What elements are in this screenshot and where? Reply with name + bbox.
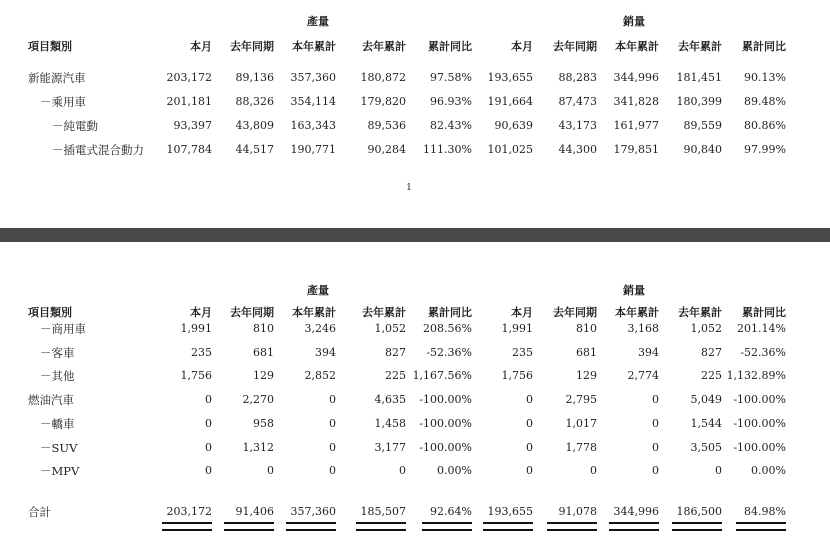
column-header: 去年同期	[553, 306, 597, 319]
table-cell: 180,872	[360, 71, 406, 84]
double-underline	[422, 522, 472, 531]
double-underline	[224, 522, 274, 531]
table-cell: -100.00%	[419, 440, 472, 454]
table-cell: 0	[526, 416, 533, 430]
table-cell: 235	[191, 345, 212, 359]
table-cell: -100.00%	[733, 440, 786, 454]
column-header: 累計同比	[428, 40, 472, 53]
total-cell: 91,406	[235, 505, 274, 518]
total-cell: 186,500	[676, 505, 722, 518]
table-cell: 3,505	[690, 440, 722, 454]
double-underline	[162, 522, 212, 531]
table-cell: 97.99%	[744, 143, 786, 156]
table-cell: 193,655	[487, 71, 533, 84]
table-cell: 191,664	[487, 95, 533, 108]
double-underline	[547, 522, 597, 531]
table-cell: 89,559	[683, 119, 722, 132]
page-divider	[0, 228, 830, 242]
table-cell: 88,283	[558, 71, 597, 84]
table-cell: 1,458	[374, 416, 406, 430]
table-cell: 2,774	[627, 369, 659, 383]
table-cell: 43,173	[558, 119, 597, 132]
table-cell: 4,635	[374, 393, 406, 407]
table-cell: 681	[576, 345, 597, 359]
table-cell: 1,167.56%	[412, 369, 472, 383]
table-cell: 0.00%	[751, 464, 786, 478]
table-cell: 90,284	[367, 143, 406, 156]
row-label: －插電式混合動力	[52, 143, 144, 157]
double-underline	[736, 522, 786, 531]
statement-page-1	[0, 0, 830, 228]
table-cell: 180,399	[676, 95, 722, 108]
table-cell: 80.86%	[744, 119, 786, 132]
table-cell: 90.13%	[744, 71, 786, 84]
table-cell: 0	[526, 464, 533, 478]
table-cell: 1,756	[501, 369, 533, 383]
column-header: 去年累計	[678, 306, 722, 319]
column-header: 去年累計	[362, 40, 406, 53]
row-label: －SUV	[40, 440, 78, 455]
table-cell: 96.93%	[430, 95, 472, 108]
table-cell: 3,246	[304, 322, 336, 335]
table-cell: 2,795	[565, 393, 597, 407]
table-cell: 3,177	[374, 440, 406, 454]
double-underline	[356, 522, 406, 531]
page-number: 1	[406, 183, 412, 193]
table-cell: 1,991	[501, 322, 533, 335]
table-cell: 2,852	[304, 369, 336, 383]
column-header: 累計同比	[742, 40, 786, 53]
table-cell: 90,840	[683, 143, 722, 156]
table-cell: 1,052	[690, 322, 722, 335]
table-cell: 0	[205, 440, 212, 454]
row-label: －純電動	[52, 119, 98, 133]
row-label: －其他	[40, 369, 75, 384]
table-cell: 89,536	[367, 119, 406, 132]
column-header: 本年累計	[292, 306, 336, 319]
table-cell: 89,136	[235, 71, 274, 84]
column-header: 累計同比	[428, 306, 472, 319]
table-cell: 394	[315, 345, 336, 359]
column-header: 本月	[190, 306, 212, 319]
sales-group-header: 銷量	[623, 284, 645, 297]
double-underline	[286, 522, 336, 531]
table-cell: 190,771	[290, 143, 336, 156]
table-cell: 44,300	[558, 143, 597, 156]
production-group-header: 產量	[307, 15, 329, 28]
table-cell: 0	[715, 464, 722, 478]
total-cell: 357,360	[290, 505, 336, 518]
table-cell: 0	[590, 464, 597, 478]
table-cell: 129	[253, 369, 274, 383]
row-label: －客車	[40, 345, 75, 360]
table-cell: 394	[638, 345, 659, 359]
category-header: 項目類別	[28, 306, 72, 319]
table-cell: 2,270	[242, 393, 274, 407]
table-cell: -100.00%	[733, 393, 786, 407]
table-cell: 0	[205, 464, 212, 478]
table-cell: 111.30%	[423, 143, 472, 156]
table-cell: 0	[329, 440, 336, 454]
table-cell: 0	[652, 440, 659, 454]
table-cell: 1,052	[374, 322, 406, 335]
column-header: 去年同期	[553, 40, 597, 53]
table-cell: 1,991	[180, 322, 212, 335]
table-cell: 810	[576, 322, 597, 335]
row-label: －商用車	[40, 322, 86, 336]
table-cell: 827	[701, 345, 722, 359]
column-header: 去年同期	[230, 40, 274, 53]
row-label: 新能源汽車	[28, 71, 86, 85]
table-cell: -100.00%	[419, 393, 472, 407]
table-cell: 958	[253, 416, 274, 430]
table-cell: 1,017	[565, 416, 597, 430]
table-cell: 44,517	[235, 143, 274, 156]
table-cell: 1,312	[242, 440, 274, 454]
table-cell: 208.56%	[423, 322, 472, 335]
table-cell: 1,778	[565, 440, 597, 454]
column-header: 本月	[190, 40, 212, 53]
production-group-header: 產量	[307, 284, 329, 297]
column-header: 本月	[511, 306, 533, 319]
table-cell: 89.48%	[744, 95, 786, 108]
table-cell: 82.43%	[430, 119, 472, 132]
table-cell: -100.00%	[419, 416, 472, 430]
table-cell: 3,168	[627, 322, 659, 335]
table-cell: 0	[652, 416, 659, 430]
table-cell: 0	[399, 464, 406, 478]
double-underline	[609, 522, 659, 531]
table-cell: 163,343	[290, 119, 336, 132]
table-cell: 225	[701, 369, 722, 383]
total-cell: 91,078	[558, 505, 597, 518]
table-cell: 1,132.89%	[726, 369, 786, 383]
table-cell: 0	[205, 416, 212, 430]
table-cell: 681	[253, 345, 274, 359]
total-cell: 203,172	[166, 505, 212, 518]
table-cell: 107,784	[166, 143, 212, 156]
table-cell: 0	[267, 464, 274, 478]
table-cell: 0	[652, 464, 659, 478]
table-cell: 101,025	[487, 143, 533, 156]
table-cell: 88,326	[235, 95, 274, 108]
row-label: －MPV	[40, 464, 80, 479]
row-label: －轎車	[40, 416, 75, 431]
table-cell: -52.36%	[740, 345, 786, 359]
table-cell: 0.00%	[437, 464, 472, 478]
column-header: 去年累計	[678, 40, 722, 53]
table-cell: 354,114	[290, 95, 336, 108]
table-cell: 0	[526, 393, 533, 407]
table-cell: 1,756	[180, 369, 212, 383]
row-label: 燃油汽車	[28, 393, 74, 408]
total-cell: 84.98%	[744, 505, 786, 518]
total-cell: 344,996	[613, 505, 659, 518]
table-cell: -52.36%	[426, 345, 472, 359]
column-header: 去年同期	[230, 306, 274, 319]
table-cell: 97.58%	[430, 71, 472, 84]
table-cell: 0	[329, 416, 336, 430]
table-cell: 235	[512, 345, 533, 359]
table-cell: 344,996	[613, 71, 659, 84]
column-header: 本年累計	[615, 40, 659, 53]
table-cell: 43,809	[235, 119, 274, 132]
table-cell: 1,544	[690, 416, 722, 430]
table-cell: 0	[526, 440, 533, 454]
table-cell: 357,360	[290, 71, 336, 84]
total-cell: 193,655	[487, 505, 533, 518]
table-cell: 0	[205, 393, 212, 407]
table-cell: 5,049	[690, 393, 722, 407]
column-header: 本月	[511, 40, 533, 53]
table-cell: 179,820	[360, 95, 406, 108]
sales-group-header: 銷量	[623, 15, 645, 28]
statement-page-2	[0, 242, 830, 546]
table-cell: 201.14%	[737, 322, 786, 335]
total-label: 合計	[28, 505, 51, 519]
table-cell: 203,172	[166, 71, 212, 84]
table-cell: 87,473	[558, 95, 597, 108]
column-header: 累計同比	[742, 306, 786, 319]
table-cell: 129	[576, 369, 597, 383]
category-header: 項目類別	[28, 40, 72, 53]
double-underline	[672, 522, 722, 531]
double-underline	[483, 522, 533, 531]
table-cell: 161,977	[613, 119, 659, 132]
table-cell: 225	[385, 369, 406, 383]
table-cell: 341,828	[613, 95, 659, 108]
table-cell: 93,397	[173, 119, 212, 132]
table-cell: 827	[385, 345, 406, 359]
table-cell: -100.00%	[733, 416, 786, 430]
table-cell: 181,451	[676, 71, 722, 84]
table-cell: 0	[329, 464, 336, 478]
column-header: 去年累計	[362, 306, 406, 319]
table-cell: 90,639	[494, 119, 533, 132]
table-cell: 201,181	[166, 95, 212, 108]
table-cell: 0	[329, 393, 336, 407]
table-cell: 810	[253, 322, 274, 335]
table-cell: 0	[652, 393, 659, 407]
column-header: 本年累計	[292, 40, 336, 53]
column-header: 本年累計	[615, 306, 659, 319]
total-cell: 92.64%	[430, 505, 472, 518]
row-label: －乘用車	[40, 95, 86, 109]
total-cell: 185,507	[360, 505, 406, 518]
table-cell: 179,851	[613, 143, 659, 156]
